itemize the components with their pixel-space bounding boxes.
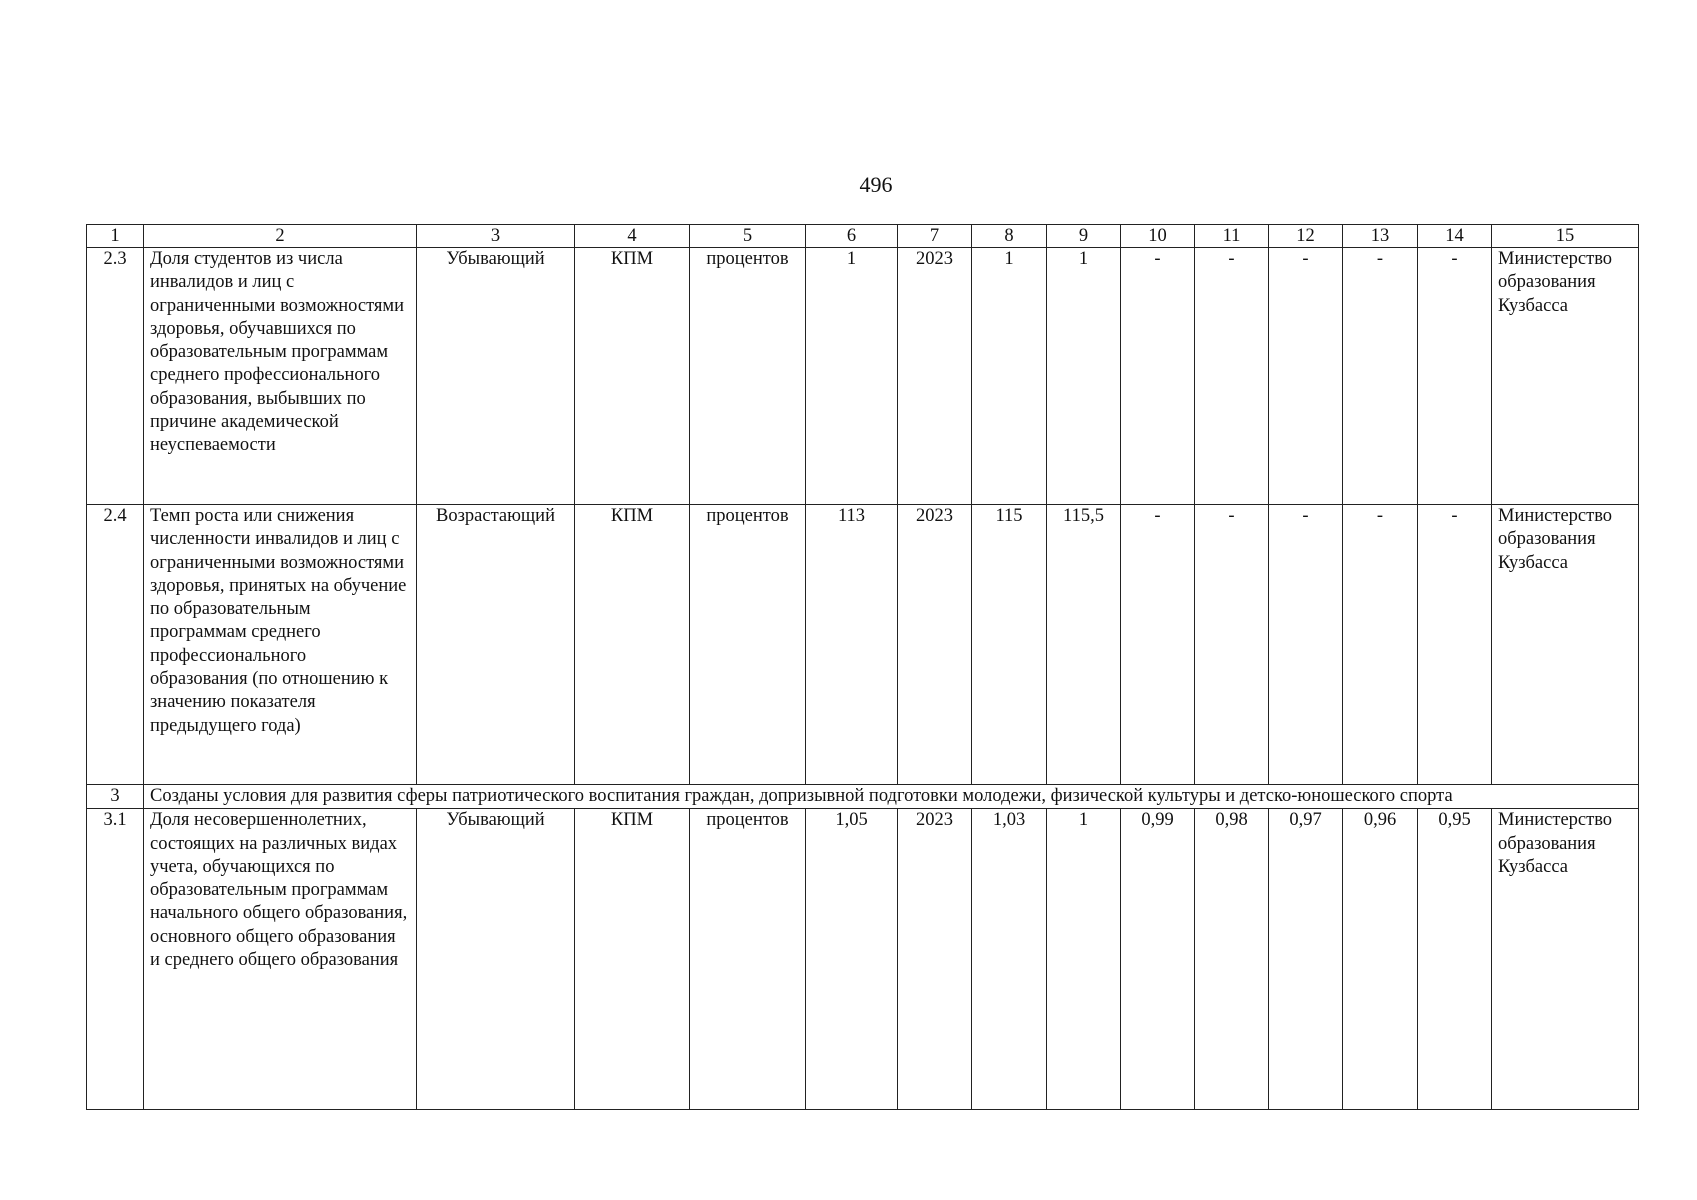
row-number: 2.4: [87, 505, 144, 785]
indicators-table: [86, 224, 1639, 1110]
indicator-name: Доля студентов из числа инвалидов и лиц с ограниченными возможностями здоровья, обучавшихся по образовательным программам среднего профессионального образования, выбывших по причине академической неуспеваемости: [144, 248, 417, 505]
value-col-14: 0,95: [1418, 809, 1492, 1110]
responsible-body: Министерство образования Кузбасса: [1492, 505, 1639, 785]
value-col-8: 115: [972, 505, 1047, 785]
indicator-level: КПМ: [575, 505, 690, 785]
value-col-12: -: [1269, 505, 1343, 785]
value-col-9: 115,5: [1047, 505, 1121, 785]
base-value: 1: [806, 248, 898, 505]
header-cell: 13: [1343, 225, 1418, 248]
header-cell: 12: [1269, 225, 1343, 248]
value-col-14: -: [1418, 248, 1492, 505]
header-cell: 15: [1492, 225, 1639, 248]
header-cell: 7: [898, 225, 972, 248]
responsible-body: Министерство образования Кузбасса: [1492, 248, 1639, 505]
base-year: 2023: [898, 809, 972, 1110]
value-col-13: 0,96: [1343, 809, 1418, 1110]
header-cell: 8: [972, 225, 1047, 248]
section-number: 3: [87, 785, 144, 809]
header-cell: 5: [690, 225, 806, 248]
indicator-name: Доля несовершеннолетних, состоящих на различных видах учета, обучающихся по образовательным программам начального общего образования, основного общего образования и среднего общего образования: [144, 809, 417, 1110]
indicator-trend: Возрастающий: [417, 505, 575, 785]
section-title-text: Созданы условия для развития сферы патриотического воспитания граждан, допризывной подготовки молодежи, физической культуры и детско-юношеского спорта: [150, 786, 1453, 806]
indicator-trend: Убывающий: [417, 809, 575, 1110]
indicator-level: КПМ: [575, 248, 690, 505]
indicator-unit: процентов: [690, 248, 806, 505]
header-cell: 3: [417, 225, 575, 248]
value-col-11: 0,98: [1195, 809, 1269, 1110]
value-col-13: -: [1343, 505, 1418, 785]
value-col-10: -: [1121, 248, 1195, 505]
header-cell: 14: [1418, 225, 1492, 248]
header-cell: 2: [144, 225, 417, 248]
table-row: [87, 809, 1639, 1110]
section-row: [87, 785, 1639, 809]
value-col-10: -: [1121, 505, 1195, 785]
value-col-13: -: [1343, 248, 1418, 505]
base-year: 2023: [898, 505, 972, 785]
value-col-11: -: [1195, 248, 1269, 505]
header-cell: 4: [575, 225, 690, 248]
row-number: 3.1: [87, 809, 144, 1110]
value-col-9: 1: [1047, 809, 1121, 1110]
indicator-level: КПМ: [575, 809, 690, 1110]
table-row: [87, 505, 1639, 785]
value-col-12: 0,97: [1269, 809, 1343, 1110]
value-col-9: 1: [1047, 248, 1121, 505]
indicator-trend: Убывающий: [417, 248, 575, 505]
value-col-8: 1,03: [972, 809, 1047, 1110]
value-col-12: -: [1269, 248, 1343, 505]
header-cell: 6: [806, 225, 898, 248]
header-cell: 11: [1195, 225, 1269, 248]
value-col-8: 1: [972, 248, 1047, 505]
base-year: 2023: [898, 248, 972, 505]
header-cell: 9: [1047, 225, 1121, 248]
header-cell: 1: [87, 225, 144, 248]
header-row: [87, 225, 1639, 248]
value-col-10: 0,99: [1121, 809, 1195, 1110]
base-value: 113: [806, 505, 898, 785]
header-cell: 10: [1121, 225, 1195, 248]
table-row: [87, 248, 1639, 505]
page-number: 496: [859, 172, 893, 197]
value-col-14: -: [1418, 505, 1492, 785]
responsible-body: Министерство образования Кузбасса: [1492, 809, 1639, 1110]
row-number: 2.3: [87, 248, 144, 505]
indicator-unit: процентов: [690, 809, 806, 1110]
base-value: 1,05: [806, 809, 898, 1110]
value-col-11: -: [1195, 505, 1269, 785]
indicator-unit: процентов: [690, 505, 806, 785]
section-title: [144, 785, 1639, 809]
indicator-name: Темп роста или снижения численности инвалидов и лиц с ограниченными возможностями здоровья, принятых на обучение по образовательным программам среднего профессионального образования (по отношению к значению показателя предыдущего года): [144, 505, 417, 785]
